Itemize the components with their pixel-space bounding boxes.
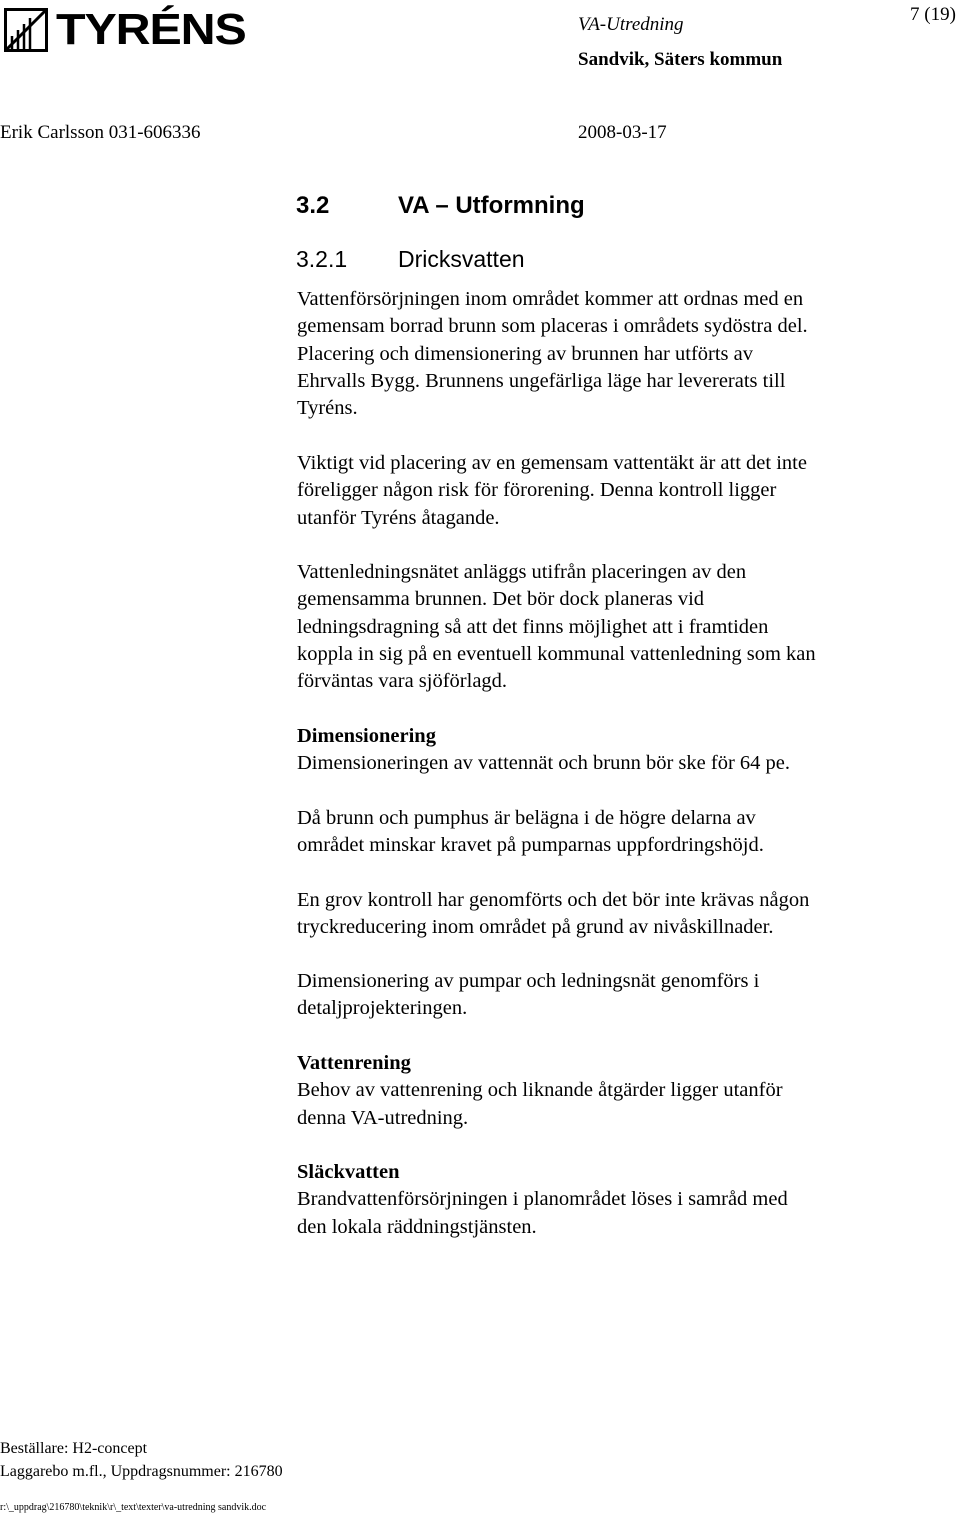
logo-mark-icon [4, 8, 52, 52]
document-date: 2008-03-17 [578, 122, 667, 143]
text-line: förväntas vara sjöförlagd. [297, 670, 508, 693]
text-line: Behov av vattenrening och liknande åtgärder ligger utanför [297, 1079, 783, 1102]
paragraph-pump-height [297, 805, 937, 860]
footer-client: Beställare: H2-concept [0, 1440, 148, 1457]
paragraph-water-supply [297, 286, 937, 422]
paragraph-contamination-risk [297, 450, 937, 532]
text-line: föreligger någon risk för förorening. Denna kontroll ligger [297, 479, 777, 502]
text-line: Placering och dimensionering av brunnen har utförts av [297, 342, 753, 365]
text-line: detaljprojekteringen. [297, 997, 468, 1020]
dimensioning-block [297, 723, 937, 778]
text-line: tryckreducering inom området på grund av nivåskillnader. [297, 916, 774, 939]
text-line: koppla in sig på en eventuell kommunal vattenledning som kan [297, 642, 816, 665]
text-line: Då brunn och pumphus är belägna i de högre delarna av [297, 807, 756, 829]
text-line: Dimensionering av pumpar och ledningsnät genomförs i [297, 970, 760, 992]
document-type: VA-Utredning [578, 14, 684, 35]
section-number: 3.2 [296, 192, 330, 219]
text-line: Brandvattenförsörjningen i planområdet löses i samråd med [297, 1188, 788, 1211]
subsection-title: Dricksvatten [398, 246, 525, 272]
footer-project: Laggarebo m.fl., Uppdragsnummer: 216780 [0, 1463, 283, 1480]
company-logo [4, 5, 246, 54]
logo-wordmark: TYRÉNS [56, 5, 246, 54]
text-line: En grov kontroll har genomförts och det bör inte krävas någon [297, 889, 810, 911]
text-line: Dimensioneringen av vattennät och brunn bör ske för 64 pe. [297, 752, 791, 775]
text-line: gemensam borrad brunn som placeras i områdets sydöstra del. [297, 315, 808, 338]
text-line: ledningsdragning så att det finns möjlighet att i framtiden [297, 615, 769, 638]
text-line: gemensamma brunnen. Det bör dock planeras vid [297, 588, 705, 611]
text-line: Vattenförsörjningen inom området kommer att ordnas med en [297, 288, 804, 310]
text-line: Viktigt vid placering av en gemensam vattentäkt är att det inte [297, 452, 807, 474]
water-treatment-block [297, 1050, 937, 1132]
text-line: utanför Tyréns åtagande. [297, 506, 500, 529]
text-line: den lokala räddningstjänsten. [297, 1215, 537, 1238]
paragraph-detail-design [297, 968, 937, 1023]
fire-water-heading: Släckvatten [297, 1161, 400, 1183]
text-line: Ehrvalls Bygg. Brunnens ungefärliga läge har levererats till [297, 369, 786, 392]
page-number: 7 (19) [910, 4, 956, 25]
subsection-number: 3.2.1 [296, 246, 348, 272]
text-line: Tyréns. [297, 397, 358, 420]
text-line: området minskar kravet på pumparnas uppfordringshöjd. [297, 834, 764, 857]
footer-file-path: r:\_uppdrag\216780\teknik\r\_text\texter\va-utredning sandvik.doc [0, 1502, 267, 1513]
dimensioning-heading: Dimensionering [297, 725, 436, 747]
text-line: Vattenledningsnätet anläggs utifrån placeringen av den [297, 561, 747, 583]
fire-water-block [297, 1159, 937, 1241]
author-contact: Erik Carlsson 031-606336 [0, 122, 201, 143]
text-line: denna VA-utredning. [297, 1106, 469, 1129]
document-location: Sandvik, Säters kommun [578, 49, 783, 70]
paragraph-water-network [297, 559, 937, 695]
water-treatment-heading: Vattenrening [297, 1052, 411, 1074]
section-title: VA – Utformning [398, 192, 585, 219]
paragraph-pressure-control [297, 887, 937, 942]
